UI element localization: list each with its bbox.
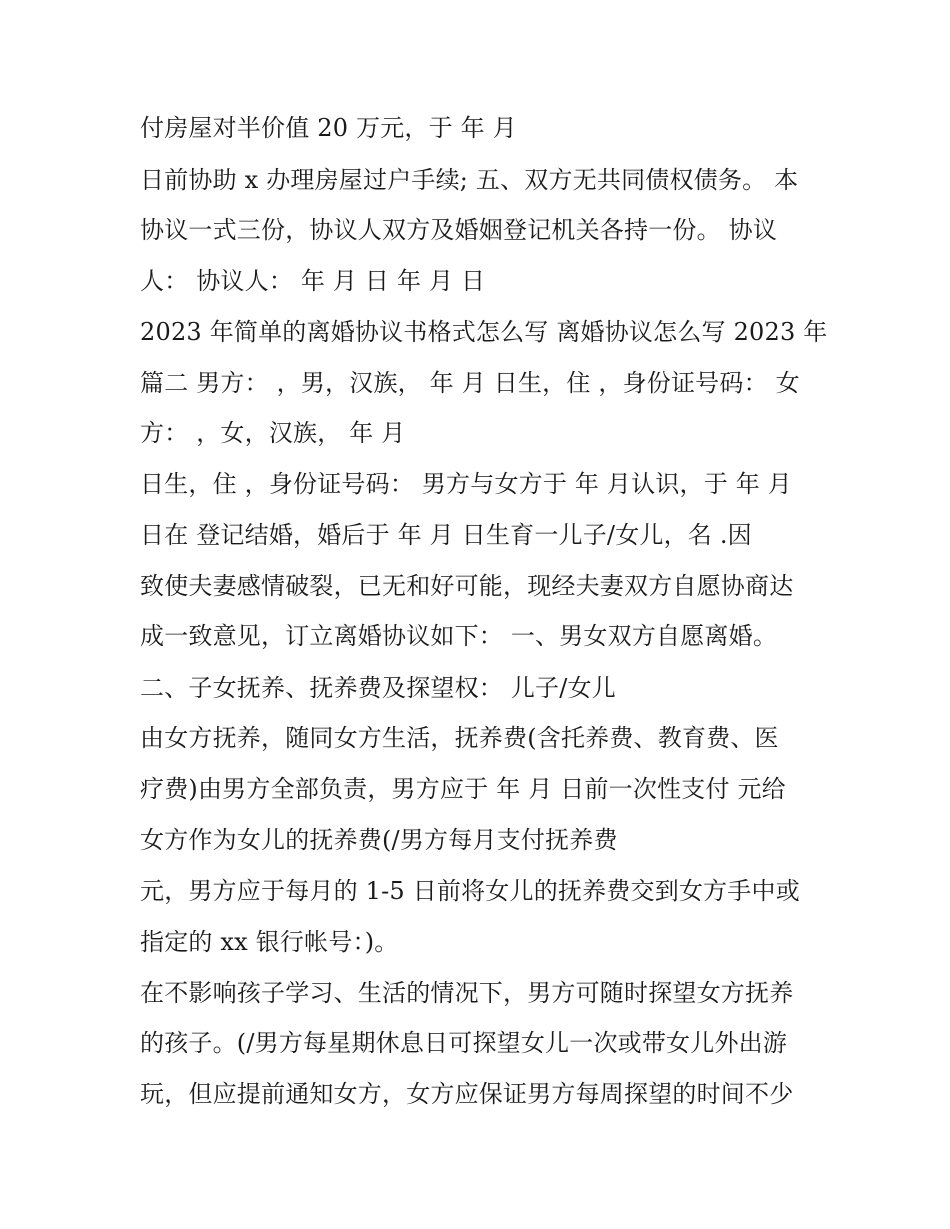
text-line: 二、子女抚养、抚养费及探望权： 儿子/女儿 (140, 674, 616, 702)
text-line: 指定的 xx 银行帐号：)。 (140, 928, 399, 956)
text-line: 成一致意见，订立离婚协议如下： 一、男女双方自愿离婚。 (140, 622, 778, 650)
text-line: 篇二 男方： ，男，汉族， 年 月 日生，住 ，身份证号码： 女 (140, 369, 800, 397)
text-line: 日前协助 x 办理房屋过户手续; 五、双方无共同债权债务。 本 (140, 166, 799, 194)
text-line: 致使夫妻感情破裂，已无和好可能，现经夫妻双方自愿协商达 (140, 572, 794, 600)
text-line: 女方作为女儿的抚养费(/男方每月支付抚养费 (140, 826, 618, 854)
text-line: 2023 年简单的离婚协议书格式怎么写 离婚协议怎么写 2023 年 (140, 318, 828, 346)
text-line: 日在 登记结婚，婚后于 年 月 日生育一儿子/女儿，名 .因 (140, 521, 752, 549)
text-line: 协议一式三份，协议人双方及婚姻登记机关各持一份。 协议 (140, 216, 778, 244)
text-line: 疗费)由男方全部负责，男方应于 年 月 日前一次性支付 元给 (140, 775, 786, 803)
text-line: 在不影响孩子学习、生活的情况下，男方可随时探望女方抚养 (140, 979, 794, 1007)
text-line: 日生，住 ，身份证号码： 男方与女方于 年 月认识，于 年 月 (140, 470, 792, 498)
text-line: 元，男方应于每月的 1-5 日前将女儿的抚养费交到女方手中或 (140, 877, 800, 905)
text-line: 的孩子。(/男方每星期休息日可探望女儿一次或带女儿外出游 (140, 1029, 788, 1057)
text-line: 由女方抚养，随同女方生活，抚养费(含托养费、教育费、医 (140, 724, 779, 752)
text-line: 付房屋对半价值 20 万元，于 年 月 (140, 114, 517, 142)
text-line: 玩，但应提前通知女方，女方应保证男方每周探望的时间不少 (140, 1080, 794, 1108)
text-line: 人： 协议人： 年 月 日 年 月 日 (140, 267, 486, 295)
text-line: 方： ，女，汉族， 年 月 (140, 419, 406, 447)
